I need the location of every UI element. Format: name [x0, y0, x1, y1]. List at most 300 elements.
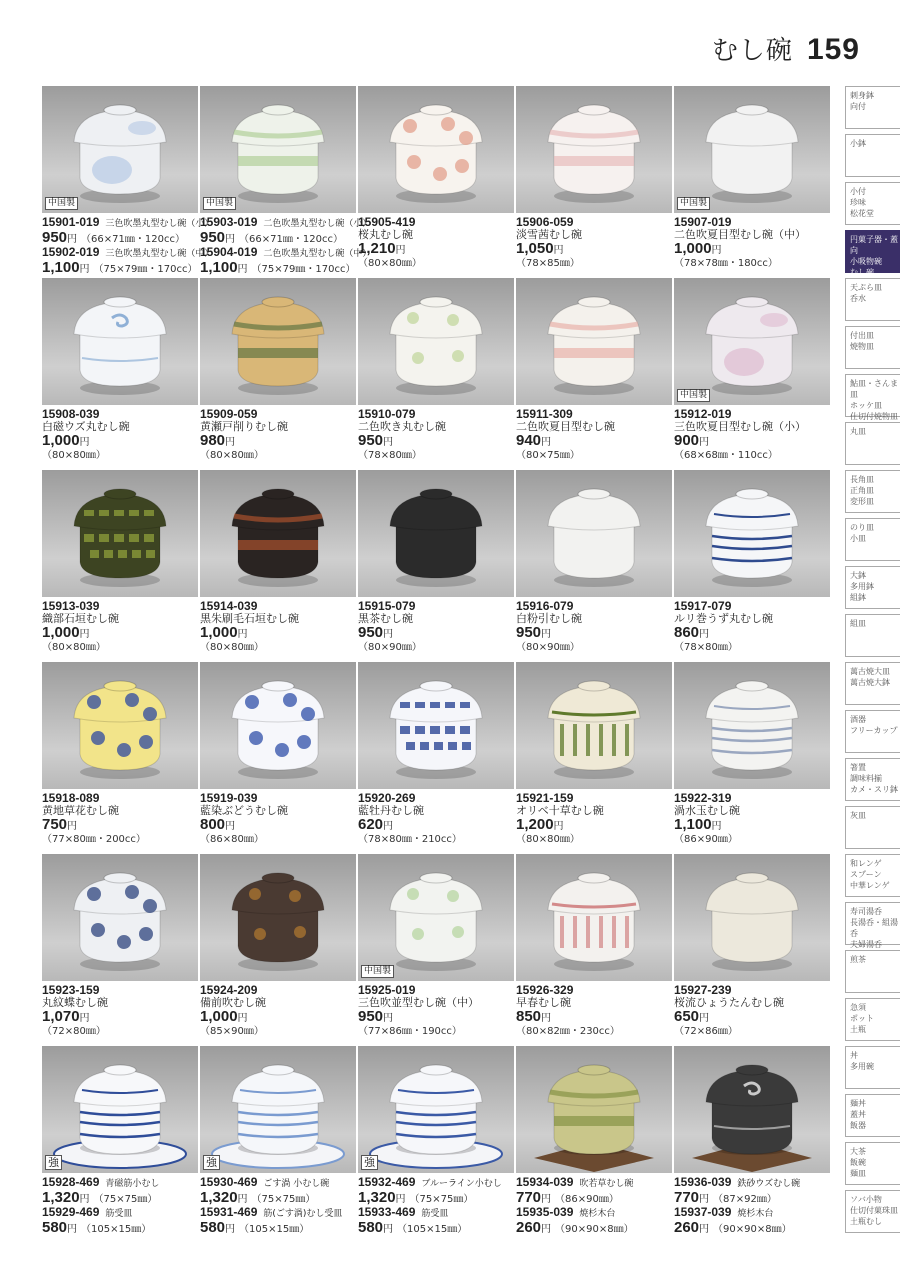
side-tab-label: 和レンゲ スプーン 中華レンゲ	[850, 859, 890, 890]
product-dimensions: （66×71㎜・120cc）	[81, 234, 185, 245]
product-dimensions: （105×15㎜）	[239, 1224, 310, 1235]
product-card[interactable]	[42, 854, 198, 1046]
product-code: 15907-019	[674, 215, 732, 229]
product-dimensions: （85×90㎜）	[200, 1026, 264, 1037]
yen-unit: 円	[699, 437, 710, 448]
bowl-photo	[42, 854, 198, 981]
product-code: 15913-039	[42, 599, 100, 613]
product-code: 15927-239	[674, 983, 732, 997]
yen-unit: 円	[225, 1224, 236, 1235]
yen-unit: 円	[79, 1194, 90, 1205]
product-card[interactable]	[358, 1046, 514, 1238]
product-name: 淡雪茜むし碗	[516, 228, 582, 241]
side-tab[interactable]	[845, 518, 900, 561]
yen-unit: 円	[383, 821, 394, 832]
product-code: 15914-039	[200, 599, 258, 613]
product-card[interactable]	[42, 86, 214, 278]
bowl-photo	[674, 854, 830, 981]
product-card[interactable]	[200, 86, 372, 278]
product-row	[42, 854, 834, 1046]
product-card[interactable]	[358, 86, 514, 278]
product-info	[358, 600, 528, 654]
product-price: 1,200	[516, 816, 554, 833]
product-info	[516, 408, 686, 462]
product-info	[200, 408, 370, 462]
bowl-photo	[200, 86, 356, 213]
bowl-photo	[42, 470, 198, 597]
product-name: 渦水玉むし碗	[674, 804, 740, 817]
product-dimensions: （87×92㎜）	[713, 1194, 777, 1205]
page-header	[712, 30, 860, 67]
product-photo	[516, 1046, 672, 1173]
product-photo	[358, 1046, 514, 1173]
yen-unit: 円	[541, 1194, 552, 1205]
product-grid	[42, 86, 834, 1238]
product-card[interactable]	[674, 854, 830, 1046]
product-name: 桜流ひょうたんむし碗	[674, 996, 784, 1009]
product-name: 黒茶むし碗	[358, 612, 413, 625]
product-dimensions: （80×75㎜）	[516, 450, 580, 461]
product-code: 15926-329	[516, 983, 574, 997]
product-photo	[42, 278, 198, 405]
product-card[interactable]	[516, 854, 672, 1046]
bowl-photo	[358, 470, 514, 597]
side-tab-label: 寿司湯呑 長湯呑・組湯呑 夫婦湯呑	[850, 907, 898, 949]
side-tab[interactable]	[845, 854, 900, 897]
product-card[interactable]	[200, 662, 356, 854]
origin-badge: 中国製	[203, 197, 236, 210]
origin-badge: 強	[45, 1155, 62, 1170]
product-dimensions: （80×80㎜）	[358, 258, 422, 269]
bowl-photo	[42, 662, 198, 789]
product-price: 1,210	[358, 240, 396, 257]
product-price: 1,320	[358, 1189, 396, 1206]
bowl-photo	[516, 854, 672, 981]
product-card[interactable]	[42, 1046, 198, 1238]
product-dimensions: （78×78㎜・180cc）	[674, 258, 778, 269]
bowl-photo	[42, 86, 198, 213]
product-code: 15912-019	[674, 407, 732, 421]
side-tab-label: 箸置 調味料揃 カメ・スリ鉢	[850, 763, 898, 794]
yen-unit: 円	[395, 1194, 406, 1205]
side-tab[interactable]	[845, 566, 900, 609]
product-photo	[516, 662, 672, 789]
product-name: 二色吹夏目型むし碗（中）	[674, 228, 806, 241]
yen-unit: 円	[699, 629, 710, 640]
yen-unit: 円	[67, 234, 78, 245]
product-price: 860	[674, 624, 700, 641]
side-tab[interactable]	[845, 1190, 900, 1233]
product-info	[200, 1176, 370, 1236]
side-tab-label: 酒器 フリーカップ	[850, 715, 898, 735]
product-dimensions: （80×80㎜）	[42, 642, 106, 653]
product-dimensions: （86×80㎜）	[200, 834, 264, 845]
product-price: 580	[200, 1219, 226, 1236]
product-card[interactable]	[200, 854, 356, 1046]
product-dimensions: （77×80㎜・200cc）	[42, 834, 146, 845]
product-row	[42, 1046, 834, 1238]
product-code: 15918-089	[42, 791, 100, 805]
product-photo	[42, 86, 198, 213]
product-photo	[200, 278, 356, 405]
product-dimensions: （105×15㎜）	[81, 1224, 152, 1235]
product-dimensions: （78×85㎜）	[516, 258, 580, 269]
product-photo	[674, 854, 830, 981]
product-price: 1,000	[42, 624, 80, 641]
product-price: 580	[358, 1219, 384, 1236]
yen-unit: 円	[699, 1194, 710, 1205]
bowl-photo	[516, 662, 672, 789]
product-price: 800	[200, 816, 226, 833]
side-tab[interactable]	[845, 1142, 900, 1185]
product-price: 1,050	[516, 240, 554, 257]
product-card[interactable]	[674, 470, 830, 662]
side-tab-label: 煎茶	[850, 955, 866, 964]
yen-unit: 円	[383, 1224, 394, 1235]
product-name: 藍牡丹むし碗	[358, 804, 424, 817]
product-info	[42, 216, 212, 276]
product-card[interactable]	[674, 278, 830, 470]
bowl-photo	[200, 470, 356, 597]
product-code: 15911-309	[516, 407, 573, 421]
yen-unit: 円	[237, 1013, 248, 1024]
product-price: 900	[674, 432, 700, 449]
product-price: 260	[516, 1219, 542, 1236]
product-photo	[42, 470, 198, 597]
product-photo	[674, 278, 830, 405]
product-price: 650	[674, 1008, 700, 1025]
product-card[interactable]	[674, 662, 830, 854]
product-code: 15920-269	[358, 791, 416, 805]
yen-unit: 円	[553, 821, 564, 832]
product-info	[200, 216, 370, 276]
product-info	[358, 792, 528, 846]
product-name: 織部石垣むし碗	[42, 612, 119, 625]
side-tab[interactable]	[845, 86, 900, 129]
product-code: 15919-039	[200, 791, 258, 805]
product-price: 260	[674, 1219, 700, 1236]
side-tab-label: 小付 珍味 松花堂	[850, 187, 874, 218]
side-tab[interactable]	[845, 470, 900, 513]
side-tab-label: のり皿 小皿	[850, 523, 874, 543]
product-name: 三色吹並型むし碗（中）	[358, 996, 479, 1009]
product-price: 770	[516, 1189, 542, 1206]
product-name: ルリ巻うず丸むし碗	[674, 612, 773, 625]
product-card[interactable]	[516, 86, 672, 278]
product-card[interactable]	[358, 278, 514, 470]
product-photo	[42, 854, 198, 981]
yen-unit: 円	[79, 1013, 90, 1024]
product-photo	[674, 470, 830, 597]
side-tab[interactable]	[845, 614, 900, 657]
product-dimensions: （86×90㎜）	[555, 1194, 619, 1205]
product-name: 早春むし碗	[516, 996, 571, 1009]
side-tab[interactable]	[845, 1046, 900, 1089]
product-price: 1,100	[200, 259, 238, 276]
bowl-photo	[200, 1046, 356, 1173]
product-dimensions: （75×75㎜）	[251, 1194, 316, 1205]
product-info	[200, 792, 370, 846]
side-tab-label: 丼 多用碗	[850, 1051, 874, 1071]
product-price: 1,000	[200, 624, 238, 641]
side-tab-label: 急須 ポット 土瓶	[850, 1003, 874, 1034]
product-name: 白粉引むし碗	[516, 612, 582, 625]
product-dimensions: （90×90×8㎜）	[713, 1224, 792, 1235]
product-photo	[516, 854, 672, 981]
yen-unit: 円	[711, 245, 722, 256]
product-info	[516, 1176, 686, 1236]
product-dimensions: （68×68㎜・110cc）	[674, 450, 778, 461]
product-name: 黒朱刷毛石垣むし碗	[200, 612, 299, 625]
product-info	[516, 984, 686, 1038]
product-code: 15929-469	[42, 1205, 100, 1219]
product-price: 580	[42, 1219, 68, 1236]
product-dimensions: （80×80㎜）	[516, 834, 580, 845]
product-name: 筋受皿	[421, 1209, 449, 1219]
product-photo	[358, 854, 514, 981]
product-code: 15932-469	[358, 1175, 416, 1189]
product-dimensions: （80×82㎜・230cc）	[516, 1026, 620, 1037]
product-info	[42, 600, 212, 654]
yen-unit: 円	[383, 1013, 394, 1024]
yen-unit: 円	[237, 264, 248, 275]
yen-unit: 円	[699, 1224, 710, 1235]
product-photo	[516, 86, 672, 213]
bowl-photo	[200, 278, 356, 405]
product-dimensions: （78×80㎜）	[674, 642, 738, 653]
product-card[interactable]	[200, 278, 356, 470]
product-price: 620	[358, 816, 384, 833]
product-photo	[200, 470, 356, 597]
product-price: 1,320	[200, 1189, 238, 1206]
product-name: 丸紋蝶むし碗	[42, 996, 108, 1009]
side-tab[interactable]	[845, 1094, 900, 1137]
page-number: 159	[806, 33, 860, 66]
bowl-photo	[358, 1046, 514, 1173]
yen-unit: 円	[553, 245, 564, 256]
product-name: 青磁筋小むし	[105, 1179, 160, 1189]
product-card[interactable]	[516, 278, 672, 470]
product-price: 850	[516, 1008, 542, 1025]
product-info	[200, 984, 370, 1038]
product-dimensions: （75×79㎜・170cc）	[251, 264, 356, 275]
product-name: 三色吹夏目型むし碗（小）	[674, 420, 806, 433]
product-name: オリベ十草むし碗	[516, 804, 604, 817]
side-tab[interactable]	[845, 134, 900, 177]
product-photo	[358, 278, 514, 405]
yen-unit: 円	[79, 264, 90, 275]
product-photo	[200, 1046, 356, 1173]
product-info	[674, 792, 844, 846]
product-code: 15909-059	[200, 407, 258, 421]
bowl-photo	[674, 470, 830, 597]
bowl-photo	[42, 1046, 198, 1173]
side-index	[845, 86, 900, 1238]
product-code: 15922-319	[674, 791, 732, 805]
product-photo	[42, 662, 198, 789]
side-tab[interactable]	[845, 998, 900, 1041]
bowl-photo	[358, 662, 514, 789]
product-dimensions: （80×80㎜）	[42, 450, 106, 461]
product-name: 藍染ぶどうむし碗	[200, 804, 288, 817]
product-price: 980	[200, 432, 226, 449]
product-photo	[200, 662, 356, 789]
product-name: 三色吹墨丸型むし碗（小）	[105, 219, 214, 229]
product-code: 15903-019	[200, 215, 258, 229]
side-tab-label: 円菓子器・蓋向 小吸物碗 むし碗	[850, 235, 898, 277]
product-name: 三色吹墨丸型むし碗（中）	[105, 249, 214, 259]
product-price: 1,000	[42, 432, 80, 449]
product-card[interactable]	[42, 470, 198, 662]
product-info	[42, 792, 212, 846]
product-photo	[516, 278, 672, 405]
product-name: 黄瀬戸削りむし碗	[200, 420, 288, 433]
bowl-photo	[516, 278, 672, 405]
side-tab[interactable]	[845, 326, 900, 369]
product-dimensions: （78×80㎜）	[358, 450, 422, 461]
product-card[interactable]	[200, 1046, 356, 1238]
product-name: 筋受皿	[105, 1209, 133, 1219]
product-info	[674, 600, 844, 654]
side-tab[interactable]	[845, 806, 900, 849]
side-tab-label: 麺丼 蓋丼 飯器	[850, 1099, 866, 1130]
product-code: 15933-469	[358, 1205, 416, 1219]
product-code: 15906-059	[516, 215, 574, 229]
product-card[interactable]	[516, 470, 672, 662]
side-tab-label: 大鉢 多用鉢 組鉢	[850, 571, 874, 602]
product-price: 1,320	[42, 1189, 80, 1206]
product-price: 770	[674, 1189, 700, 1206]
product-price: 950	[358, 1008, 384, 1025]
product-price: 950	[516, 624, 542, 641]
product-dimensions: （90×90×8㎜）	[555, 1224, 634, 1235]
product-name: ごす渦 小むし碗	[263, 1179, 330, 1189]
bowl-photo	[516, 1046, 672, 1173]
product-info	[674, 408, 844, 462]
yen-unit: 円	[225, 821, 236, 832]
product-code: 15921-159	[516, 791, 574, 805]
product-card[interactable]	[516, 1046, 672, 1238]
product-row	[42, 278, 834, 470]
product-card[interactable]	[42, 278, 198, 470]
product-dimensions: （77×86㎜・190cc）	[358, 1026, 462, 1037]
side-tab[interactable]	[845, 902, 900, 949]
product-card[interactable]	[674, 86, 830, 278]
product-name: ブルーライン小むし	[421, 1179, 502, 1189]
product-name: 吹若草むし碗	[579, 1179, 634, 1189]
product-card[interactable]	[358, 470, 514, 662]
side-tab[interactable]	[845, 758, 900, 801]
side-tab[interactable]	[845, 374, 900, 421]
yen-unit: 円	[67, 1224, 78, 1235]
product-photo	[674, 662, 830, 789]
product-code: 15910-079	[358, 407, 416, 421]
product-info	[674, 1176, 844, 1236]
side-tab[interactable]	[845, 710, 900, 753]
product-info	[358, 1176, 528, 1236]
product-photo	[516, 470, 672, 597]
product-dimensions: （66×71㎜・120cc）	[239, 234, 343, 245]
product-dimensions: （75×79㎜・170cc）	[93, 264, 198, 275]
yen-unit: 円	[699, 1013, 710, 1024]
side-tab[interactable]	[845, 182, 900, 225]
product-code: 15924-209	[200, 983, 258, 997]
product-name: 桜丸むし碗	[358, 228, 413, 241]
product-info	[358, 984, 528, 1038]
side-tab[interactable]	[845, 230, 900, 277]
product-row	[42, 662, 834, 854]
side-tab-label: 鮎皿・さんま皿 ホッケ皿 仕切付焼物皿	[850, 379, 898, 421]
product-name: 備前吹むし碗	[200, 996, 266, 1009]
product-dimensions: （72×80㎜）	[42, 1026, 106, 1037]
product-dimensions: （105×15㎜）	[397, 1224, 468, 1235]
product-info	[516, 216, 686, 270]
product-row	[42, 86, 834, 278]
product-dimensions: （80×90㎜）	[516, 642, 580, 653]
bowl-photo	[358, 86, 514, 213]
bowl-photo	[200, 854, 356, 981]
product-card[interactable]	[516, 662, 672, 854]
product-info	[674, 984, 844, 1038]
product-price: 1,000	[200, 1008, 238, 1025]
bowl-photo	[200, 662, 356, 789]
product-card[interactable]	[358, 662, 514, 854]
product-code: 15904-019	[200, 245, 258, 259]
product-dimensions: （72×86㎜）	[674, 1026, 738, 1037]
product-dimensions: （86×90㎜）	[674, 834, 738, 845]
product-info	[358, 216, 528, 270]
yen-unit: 円	[541, 629, 552, 640]
side-tab-label: 組皿	[850, 619, 866, 628]
product-info	[42, 408, 212, 462]
product-price: 950	[358, 624, 384, 641]
side-tab[interactable]	[845, 422, 900, 465]
product-photo	[358, 86, 514, 213]
product-name: 二色吹夏目型むし碗	[516, 420, 615, 433]
product-card[interactable]	[200, 470, 356, 662]
product-photo	[42, 1046, 198, 1173]
product-code: 15928-469	[42, 1175, 100, 1189]
origin-badge: 強	[203, 1155, 220, 1170]
product-photo	[200, 86, 356, 213]
product-name: 白磁ウズ丸むし碗	[42, 420, 130, 433]
product-card[interactable]	[358, 854, 514, 1046]
side-tab[interactable]	[845, 950, 900, 993]
bowl-photo	[674, 1046, 830, 1173]
side-tab-label: ソバ小物 仕切付菓珠皿 土瓶むし	[850, 1195, 898, 1226]
product-price: 1,100	[42, 259, 80, 276]
product-code: 15935-039	[516, 1205, 574, 1219]
product-code: 15923-159	[42, 983, 100, 997]
side-tab-label: 小鉢	[850, 139, 866, 148]
product-info	[516, 792, 686, 846]
yen-unit: 円	[711, 821, 722, 832]
product-name: 焼杉木台	[579, 1209, 616, 1219]
side-tab-label: 天ぷら皿 呑水	[850, 283, 882, 303]
yen-unit: 円	[79, 629, 90, 640]
product-info	[358, 408, 528, 462]
product-name: 二色吹墨丸型むし碗（中）	[263, 249, 372, 259]
product-photo	[674, 1046, 830, 1173]
product-card[interactable]	[674, 1046, 830, 1238]
product-card[interactable]	[42, 662, 198, 854]
side-tab[interactable]	[845, 278, 900, 321]
side-tab-label: 丸皿	[850, 427, 866, 436]
side-tab[interactable]	[845, 662, 900, 705]
product-code: 15937-039	[674, 1205, 732, 1219]
product-price: 1,070	[42, 1008, 80, 1025]
product-code: 15902-019	[42, 245, 100, 259]
